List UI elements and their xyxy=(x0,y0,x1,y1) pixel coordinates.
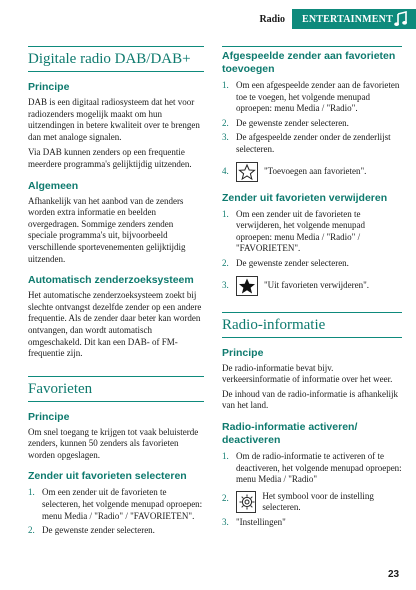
select-step-1: Om een zender uit de favorieten te selecteren, het volgende menupad oproepen: menu Media / "Radio" / "FAVORIETEN". xyxy=(42,487,203,521)
heading-principe: Principe xyxy=(28,81,70,93)
heading-remove-fav: Zender uit favorieten verwijderen xyxy=(222,191,388,204)
list-item: 1. Om de radio-informatie te activeren of te deactiveren, het volgende menupad oproepen: menu Media / "Radio" xyxy=(222,450,402,485)
list-item: 3. "Uit favorieten verwijderen". xyxy=(222,276,402,296)
star-filled-icon xyxy=(236,276,258,296)
section-title-radioinfo: Radio-informatie xyxy=(222,312,402,338)
select-step-2: De gewenste zender selecteren. xyxy=(42,525,155,536)
header-chapter-label: ENTERTAINMENT xyxy=(302,13,393,25)
section-title-favorieten: Favorieten xyxy=(28,376,204,402)
header-section-label: Radio xyxy=(259,13,285,25)
music-note-icon xyxy=(394,11,408,27)
right-column xyxy=(222,46,402,528)
page-header xyxy=(0,9,416,29)
add-step-3: De afgespeelde zender onder de zenderlijst selecteren. xyxy=(236,132,391,154)
remove-step-1: Om een zender uit de favorieten te verwijderen, het volgende menupad oproepen: menu Media / "Radio" / "FAVORIETEN". xyxy=(236,208,365,254)
remove-step-3: "Uit favorieten verwijderen". xyxy=(264,279,370,290)
list-item: 3. "Instellingen" xyxy=(222,516,286,527)
left-column xyxy=(28,46,204,537)
list-item: 2. De gewenste zender selecteren. xyxy=(222,257,349,268)
activate-step-2: Het symbool voor de instelling selecteren. xyxy=(262,490,374,513)
algemeen-paragraph: Afhankelijk van het aanbod van de zenders worden extra informatie en beelden overgedragen. Sommige zenders zenden speciale programma's uit, bijvoorbeeld verschillende sportevenementen gelijktijdig uitzenden. xyxy=(28,195,186,264)
activate-step-3: "Instellingen" xyxy=(236,516,286,527)
activate-step-1: Om de radio-informatie te activeren of te deactiveren, het volgende menupad oproepen: menu Media / "Radio" xyxy=(236,450,402,485)
list-item: 2. De gewenste zender selecteren. xyxy=(28,525,155,536)
heading-fav-principe: Principe xyxy=(28,410,70,423)
auto-zoek-paragraph: Het automatische zenderzoeksysteem zoekt bij slechte ontvangst dezelfde zender op een andere frequentie. Als de zender daar beter kan worden ontvangen, dan wordt automatisch omgeschakeld. Dit kan een DAB- of FM-frequentie zijn. xyxy=(28,290,202,359)
add-step-1: Om een afgespeelde zender aan de favorieten toe te voegen, het volgende menupad oproepen: menu Media / "Radio". xyxy=(236,80,400,114)
page-number: 23 xyxy=(388,569,400,580)
add-step-2: De gewenste zender selecteren. xyxy=(236,117,349,128)
heading-activate: Radio-informatie activeren/ deactiveren xyxy=(222,420,358,446)
header-chapter-band xyxy=(292,9,416,29)
list-item: 4. "Toevoegen aan favorieten". xyxy=(222,162,402,182)
principe-paragraph-1: DAB is een digitaal radiosysteem dat het voor radiozenders mogelijk maakt om hun uitzendingen in betere kwaliteit over te brengen dan met analoge signalen. xyxy=(28,97,200,142)
list-item: 1. Om een zender uit de favorieten te selecteren, het volgende menupad oproepen: menu Media / "Radio" / "FAVORIETEN". xyxy=(28,487,203,521)
heading-auto-zoek: Automatisch zenderzoeksysteem xyxy=(28,274,194,287)
list-item: 3. De afgespeelde zender onder de zenderlijst selecteren. xyxy=(222,132,391,154)
ri-principe-paragraph-1: De radio-informatie bevat bijv. verkeersinformatie of informatie over het weer. xyxy=(222,362,393,385)
heading-algemeen: Algemeen xyxy=(28,179,79,192)
ri-principe-paragraph-2: De inhoud van de radio-informatie is afhankelijk van het land. xyxy=(222,388,398,411)
gear-icon xyxy=(236,491,256,513)
heading-select-fav: Zender uit favorieten selecteren xyxy=(28,470,187,483)
section-title-dab: Digitale radio DAB/DAB+ xyxy=(28,46,204,72)
add-step-4: "Toevoegen aan favorieten". xyxy=(264,165,367,176)
heading-ri-principe: Principe xyxy=(222,346,264,359)
list-item: 2. Het symbool voor de instelling selecteren. xyxy=(222,491,402,514)
principe-paragraph-2: Via DAB kunnen zenders op een frequentie meerdere programma's gelijktijdig uitzenden. xyxy=(28,147,192,169)
fav-principe-paragraph: Om snel toegang te krijgen tot vaak beluisterde zenders, kunnen 50 zenders als favorieten worden opgeslagen. xyxy=(28,426,199,460)
star-outline-icon xyxy=(236,162,258,182)
heading-add-fav: Afgespeelde zender aan favorieten toevoegen xyxy=(222,46,402,76)
remove-step-2: De gewenste zender selecteren. xyxy=(236,257,349,268)
list-item: 1. Om een afgespeelde zender aan de favorieten toe te voegen, het volgende menupad oproepen: menu Media / "Radio". xyxy=(222,80,400,114)
list-item: 1. Om een zender uit de favorieten te verwijderen, het volgende menupad oproepen: menu Media / "Radio" / "FAVORIETEN". xyxy=(222,208,365,254)
list-item: 2. De gewenste zender selecteren. xyxy=(222,117,349,128)
